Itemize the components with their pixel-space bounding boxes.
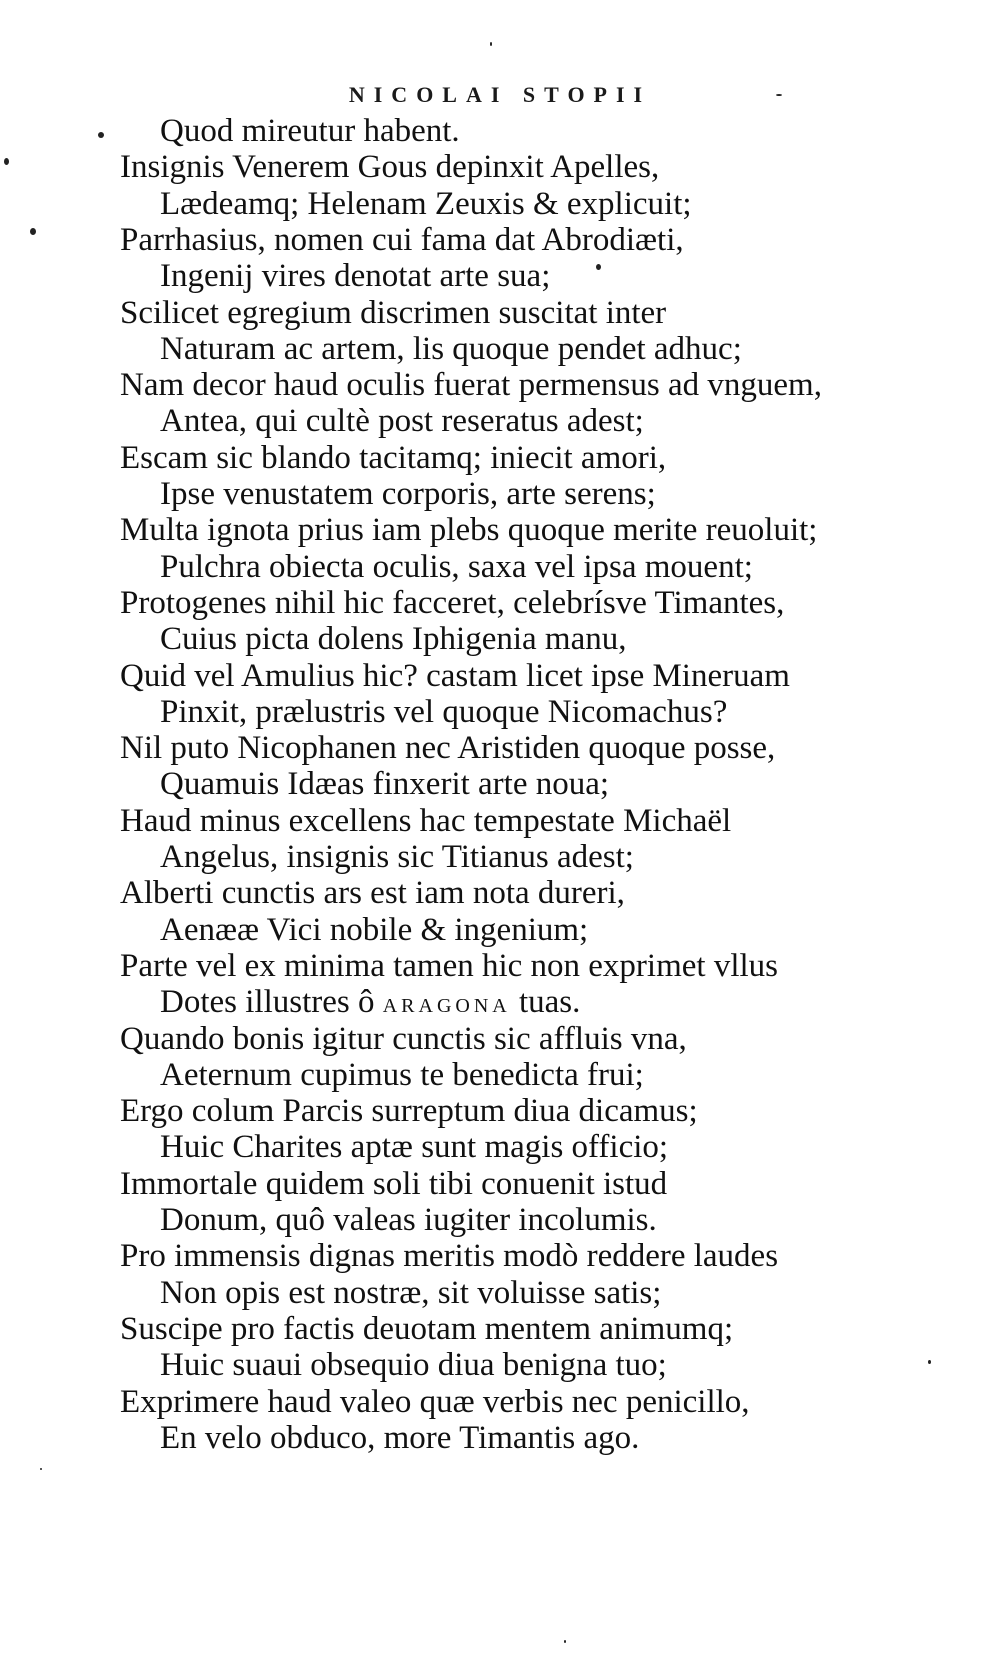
verse-text: Parrhasius, nomen cui fama dat Abrodiæti, xyxy=(120,221,684,258)
verse-text: Exprimere haud valeo quæ verbis nec penicillo, xyxy=(120,1383,750,1420)
verse-text: Parte vel ex minima tamen hic non exprimet vllus xyxy=(120,947,779,984)
verse-text: Pro immensis dignas meritis modò reddere laudes xyxy=(120,1238,779,1275)
verse-text: Ingenij vires denotat arte sua; xyxy=(160,258,551,295)
verse-line-pentameter xyxy=(160,620,627,658)
verse-line-hexameter xyxy=(120,1092,698,1130)
verse-text: Insignis Venerem Gous depinxit Apelles, xyxy=(120,149,660,186)
verse-line-hexameter xyxy=(120,439,666,477)
verse-line-hexameter xyxy=(120,511,817,549)
verse-line-pentameter xyxy=(160,1346,667,1384)
verse-text: Lædeamq; Helenam Zeuxis & explicuit; xyxy=(160,185,692,222)
verse-line-pentameter xyxy=(160,1274,661,1312)
verse-text: Quod mireutur habent. xyxy=(160,113,460,149)
ink-speck xyxy=(98,132,104,138)
verse-line-pentameter xyxy=(160,911,588,949)
verse-line-pentameter xyxy=(160,402,644,440)
verse-line-hexameter xyxy=(120,802,731,840)
verse-text: Cuius picta dolens Iphigenia manu, xyxy=(160,621,627,658)
verse-line-hexameter xyxy=(120,1165,667,1203)
verse-line-pentameter xyxy=(160,1056,644,1094)
verse-text: Nil puto Nicophanen nec Aristiden quoque posse, xyxy=(120,730,776,767)
verse-line-pentameter xyxy=(160,1128,668,1166)
ink-speck xyxy=(564,1640,566,1643)
ink-speck xyxy=(4,158,9,165)
verse-line-hexameter xyxy=(120,584,784,622)
verse-line-pentameter xyxy=(160,693,727,731)
verse-line-hexameter xyxy=(120,1237,778,1275)
verse-text: Antea, qui cultè post reseratus adest; xyxy=(160,403,644,440)
verse-text: Non opis est nostræ, sit voluisse satis; xyxy=(160,1274,662,1311)
verse-line-pentameter xyxy=(160,330,742,368)
verse-line-hexameter xyxy=(120,729,775,767)
verse-line-pentameter xyxy=(160,548,753,586)
ink-speck xyxy=(596,264,601,270)
verse-line-hexameter xyxy=(120,1383,750,1421)
verse-line-hexameter xyxy=(120,294,666,332)
ink-speck xyxy=(30,228,36,235)
verse-text: Suscipe pro factis deuotam mentem animumq; xyxy=(120,1310,734,1347)
verse-text: Pulchra obiecta oculis, saxa vel ipsa mouent; xyxy=(160,548,753,585)
verse-smallcaps-name: ARAGONA xyxy=(382,995,511,1018)
verse-text: Multa ignota prius iam plebs quoque merite reuoluit; xyxy=(120,512,818,549)
verse-line-pentameter xyxy=(160,1419,639,1457)
verse-text: Dotes illustres ô xyxy=(160,984,383,1021)
verse-line-hexameter xyxy=(120,366,822,404)
ink-speck xyxy=(40,1468,42,1470)
ink-speck xyxy=(490,42,492,46)
ink-speck xyxy=(776,94,782,96)
verse-text: Angelus, insignis sic Titianus adest; xyxy=(160,839,634,875)
verse-line-hexameter xyxy=(120,874,625,912)
verse-text: Donum, quô valeas iugiter incolumis. xyxy=(160,1202,657,1238)
verse-text: Quid vel Amulius hic? castam licet ipse Mineruam xyxy=(120,657,790,694)
verse-line-hexameter xyxy=(120,1310,733,1348)
verse-text: Aenææ Vici nobile & ingenium; xyxy=(160,911,589,948)
verse-text: Huic suaui obsequio diua benigna tuo; xyxy=(160,1347,667,1384)
verse-line-pentameter xyxy=(160,185,692,223)
verse-text: Escam sic blando tacitamq; iniecit amori, xyxy=(120,439,667,476)
verse-line-pentameter xyxy=(160,112,460,150)
verse-text: Immortale quidem soli tibi conuenit istud xyxy=(120,1165,668,1202)
ink-speck xyxy=(928,1360,931,1364)
verse-line-pentameter xyxy=(160,475,656,513)
verse-line-hexameter xyxy=(120,657,790,695)
verse-line-pentameter xyxy=(160,838,634,876)
verse-text: Quamuis Idæas finxerit arte noua; xyxy=(160,766,610,803)
verse-text: En velo obduco, more Timantis ago. xyxy=(160,1419,640,1456)
verse-text: Pinxit, prælustris vel quoque Nicomachus? xyxy=(160,693,728,730)
verse-line-pentameter xyxy=(160,257,550,295)
verse-text: Quando bonis igitur cunctis sic affluis vna, xyxy=(120,1020,687,1057)
verse-text: Naturam ac artem, lis quoque pendet adhuc; xyxy=(160,330,742,367)
verse-line-pentameter xyxy=(160,765,609,803)
verse-text: Scilicet egregium discrimen suscitat inter xyxy=(120,294,667,331)
verse-text: Ergo colum Parcis surreptum diua dicamus; xyxy=(120,1093,698,1130)
verse-text: Nam decor haud oculis fuerat permensus ad vnguem, xyxy=(120,367,822,404)
verse-text: Aeternum cupimus te benedicta frui; xyxy=(160,1056,644,1093)
verse-text: Huic Charites aptæ sunt magis officio; xyxy=(160,1129,669,1166)
verse-line-hexameter xyxy=(120,947,778,985)
running-head: NICOLAI STOPII xyxy=(348,82,652,107)
verse-text: Protogenes nihil hic facceret, celebrísve Timantes, xyxy=(120,584,785,621)
verse-line-pentameter xyxy=(160,1201,657,1239)
verse-text: Ipse venustatem corporis, arte serens; xyxy=(160,476,656,512)
verse-text-tail: tuas. xyxy=(510,984,581,1021)
verse-text: Haud minus excellens hac tempestate Michaël xyxy=(120,802,732,839)
verse-line-hexameter xyxy=(120,221,684,259)
verse-text: Alberti cunctis ars est iam nota dureri, xyxy=(120,875,625,912)
verse-line-hexameter xyxy=(120,1020,687,1058)
verse-line-hexameter xyxy=(120,148,659,186)
